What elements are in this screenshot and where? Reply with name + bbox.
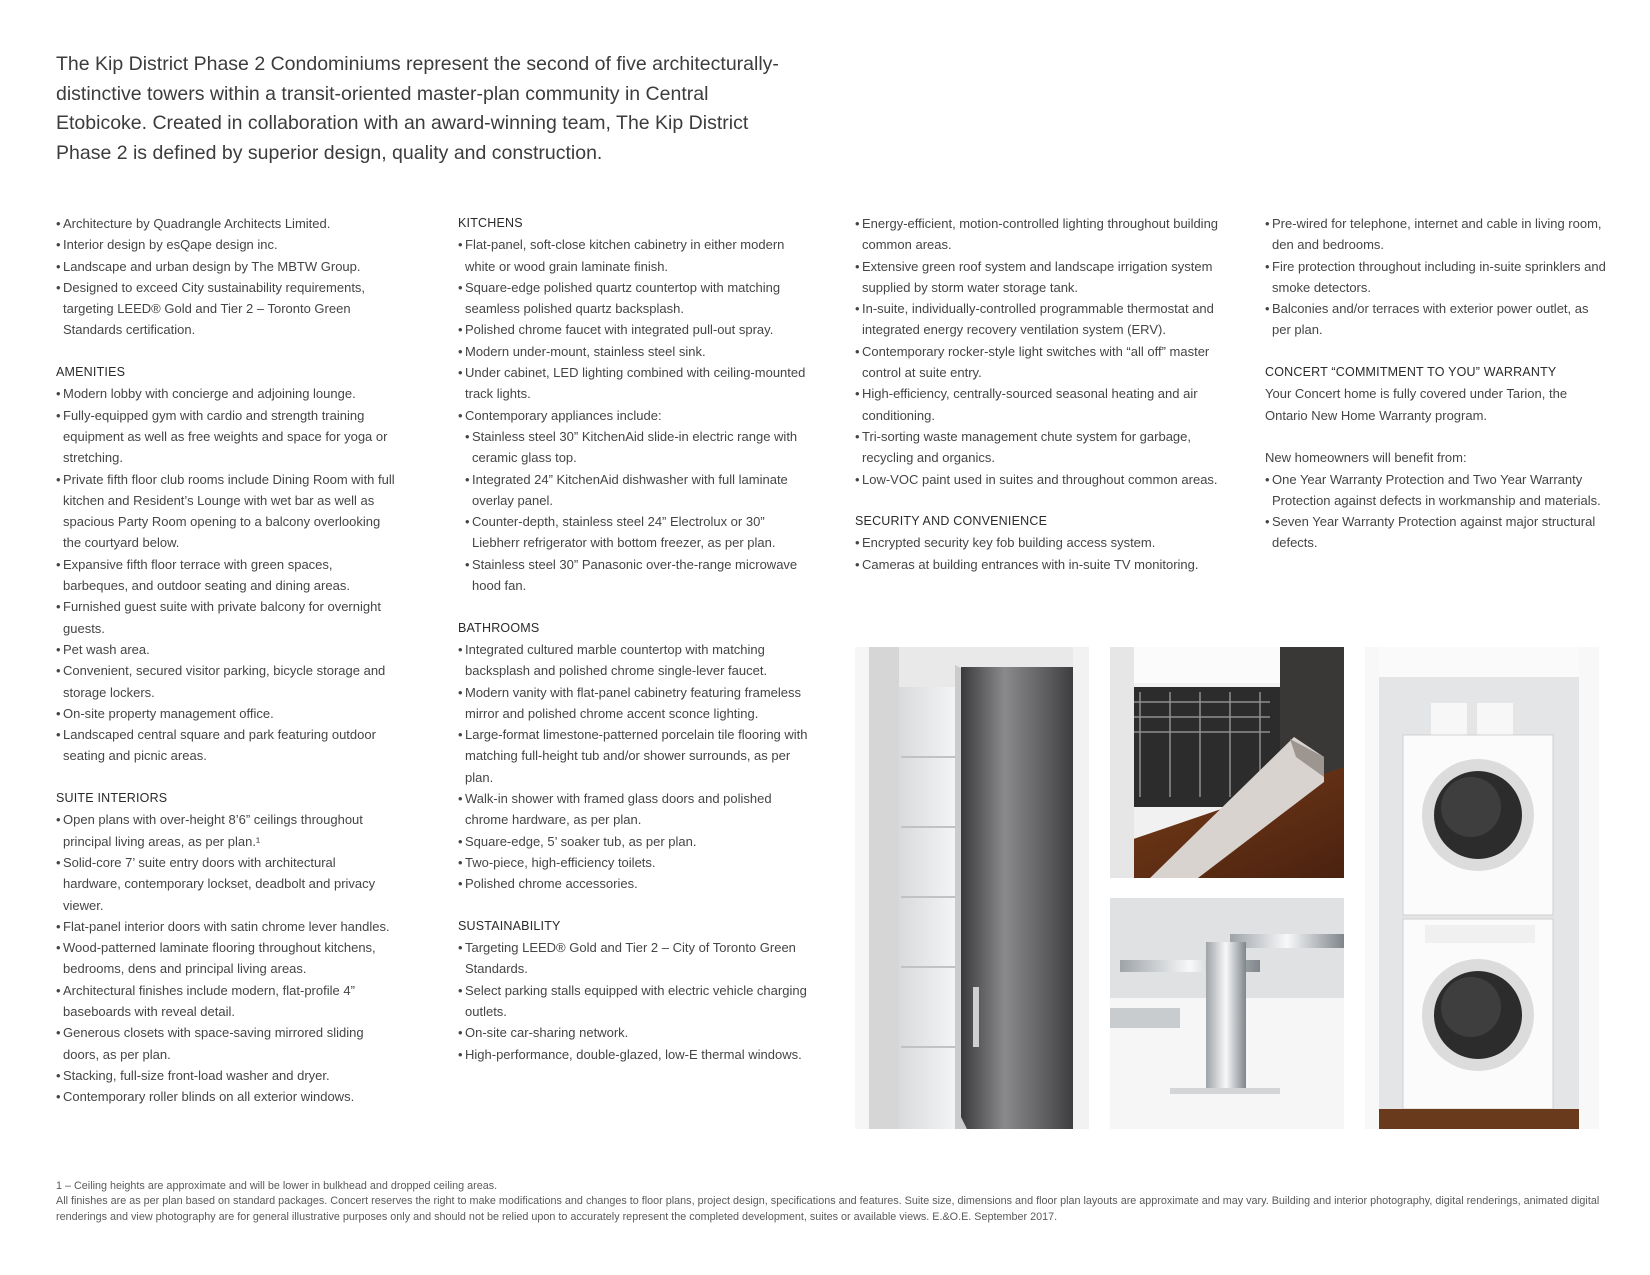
kitchens-heading: KITCHENS <box>458 216 523 230</box>
appliance-item: • Counter-depth, stainless steel 24” Electrolux or 30” Liebherr refrigerator with bottom freezer, as per plan. <box>465 511 808 554</box>
sustainability-section <box>458 916 808 1065</box>
wiring-section <box>1265 213 1610 341</box>
list-item: • Contemporary appliances include: <box>458 405 808 426</box>
suite-interiors-heading: SUITE INTERIORS <box>56 791 168 806</box>
general-list <box>56 213 396 341</box>
list-item: • On-site property management office. <box>56 703 396 724</box>
list-item: • Private fifth floor club rooms include Dining Room with full kitchen and Resident’s Lounge with wet bar as well as spacious Party Room opening to a balcony overlooking the courtyard below. <box>56 469 396 554</box>
refrigerator-photo <box>855 647 1089 1129</box>
amenities-section <box>56 362 396 767</box>
list-item: • Fire protection throughout including in-suite sprinklers and smoke detectors. <box>1265 256 1610 299</box>
list-item: • Polished chrome accessories. <box>458 873 808 894</box>
list-item: • On-site car-sharing network. <box>458 1022 808 1043</box>
warranty-benefits-section <box>1265 447 1610 553</box>
list-item: • One Year Warranty Protection and Two Year Warranty Protection against defects in workmanship and materials. <box>1265 469 1610 512</box>
faucet-photo <box>1110 898 1344 1129</box>
list-item: • Flat-panel interior doors with satin chrome lever handles. <box>56 916 396 937</box>
energy-section <box>855 213 1235 490</box>
column-4 <box>1265 213 1610 554</box>
list-item: • Designed to exceed City sustainability requirements, targeting LEED® Gold and Tier 2 – Toronto Green Standards certification. <box>56 277 396 341</box>
footnote-disclaimer: All finishes are as per plan based on standard packages. Concert reserves the right to make modifications and changes to floor plans, project design, specifications and features. Suite size, dimensions and floor plan layouts are approximate and may vary. Building and interior photography, digital renderings, animated digital renderings and view photography are for general illustrative purposes only and should not be relied upon to accurately represent the completed development, suites or available views. E.&O.E. September 2017. <box>56 1195 1600 1223</box>
amenities-list <box>56 383 396 766</box>
column-3 <box>855 213 1235 575</box>
list-item: • Pre-wired for telephone, internet and cable in living room, den and bedrooms. <box>1265 213 1610 256</box>
security-heading: SECURITY AND CONVENIENCE <box>855 514 1048 529</box>
column-1 <box>56 213 396 1107</box>
list-item: • Balconies and/or terraces with exterior power outlet, as per plan. <box>1265 298 1610 341</box>
list-item: • Extensive green roof system and landscape irrigation system supplied by storm water storage tank. <box>855 256 1235 299</box>
bathrooms-section <box>458 618 808 895</box>
wiring-list <box>1265 213 1610 341</box>
list-item: • Square-edge polished quartz countertop with matching seamless polished quartz backsplash. <box>458 277 808 320</box>
list-item: • Tri-sorting waste management chute system for garbage, recycling and organics. <box>855 426 1235 469</box>
kitchens-section <box>458 213 808 596</box>
list-item: • Large-format limestone-patterned porcelain tile flooring with matching full-height tub and/or shower surrounds, as per plan. <box>458 724 808 788</box>
list-item: • Architecture by Quadrangle Architects Limited. <box>56 213 396 234</box>
list-item: • Architectural finishes include modern, flat-profile 4” baseboards with reveal detail. <box>56 980 396 1023</box>
list-item: • Pet wash area. <box>56 639 396 660</box>
bathrooms-heading: BATHROOMS <box>458 620 540 635</box>
list-item: • Landscape and urban design by The MBTW Group. <box>56 256 396 277</box>
dishwasher-photo <box>1110 647 1344 878</box>
energy-list <box>855 213 1235 490</box>
amenities-heading: AMENITIES <box>56 365 126 380</box>
list-item: • Open plans with over-height 8’6” ceilings throughout principal living areas, as per plan.¹ <box>56 809 396 852</box>
list-item: • Cameras at building entrances with in-suite TV monitoring. <box>855 554 1235 575</box>
list-item: • Contemporary roller blinds on all exterior windows. <box>56 1086 396 1107</box>
list-item: • Polished chrome faucet with integrated pull-out spray. <box>458 319 808 340</box>
warranty-benefit-intro: New homeowners will benefit from: <box>1265 450 1467 466</box>
warranty-section <box>1265 362 1610 426</box>
list-item: • Fully-equipped gym with cardio and strength training equipment as well as free weights and space for yoga or stretching. <box>56 405 396 469</box>
list-item: • Wood-patterned laminate flooring throughout kitchens, bedrooms, dens and principal living areas. <box>56 937 396 980</box>
list-item: • Square-edge, 5’ soaker tub, as per plan. <box>458 831 808 852</box>
sustainability-heading: SUSTAINABILITY <box>458 918 561 933</box>
list-item: • Under cabinet, LED lighting combined with ceiling-mounted track lights. <box>458 362 808 405</box>
list-item: • Modern vanity with flat-panel cabinetry featuring frameless mirror and polished chrome accent sconce lighting. <box>458 682 808 725</box>
list-item: • Convenient, secured visitor parking, bicycle storage and storage lockers. <box>56 660 396 703</box>
bathrooms-list <box>458 639 808 895</box>
list-item: • Furnished guest suite with private balcony for overnight guests. <box>56 596 396 639</box>
list-item: • Contemporary rocker-style light switches with “all off” master control at suite entry. <box>855 341 1235 384</box>
list-item: • Stacking, full-size front-load washer and dryer. <box>56 1065 396 1086</box>
list-item: • Flat-panel, soft-close kitchen cabinetry in either modern white or wood grain laminate finish. <box>458 234 808 277</box>
list-item: • High-performance, double-glazed, low-E thermal windows. <box>458 1044 808 1065</box>
list-item: • Targeting LEED® Gold and Tier 2 – City of Toronto Green Standards. <box>458 937 808 980</box>
list-item: • Seven Year Warranty Protection against major structural defects. <box>1265 511 1610 554</box>
list-item: • Energy-efficient, motion-controlled lighting throughout building common areas. <box>855 213 1235 256</box>
list-item: • Walk-in shower with framed glass doors and polished chrome hardware, as per plan. <box>458 788 808 831</box>
footnote <box>56 1179 1601 1225</box>
suite-interiors-section <box>56 788 396 1107</box>
list-item: • Encrypted security key fob building access system. <box>855 532 1235 553</box>
intro-paragraph: The Kip District Phase 2 Condominiums represent the second of five architecturally-distinctive towers within a transit-oriented master-plan community in Central Etobicoke. Created in collaboration with an award-winning team, The Kip District Phase 2 is defined by superior design, quality and construction. <box>56 53 779 164</box>
appliance-item: • Stainless steel 30” KitchenAid slide-in electric range with ceramic glass top. <box>465 426 808 469</box>
list-item: • High-efficiency, centrally-sourced seasonal heating and air conditioning. <box>855 383 1235 426</box>
list-item: • Generous closets with space-saving mirrored sliding doors, as per plan. <box>56 1022 396 1065</box>
security-list <box>855 532 1235 575</box>
washer-dryer-photo <box>1365 647 1599 1129</box>
list-item: • Low-VOC paint used in suites and throughout common areas. <box>855 469 1235 490</box>
kitchens-list <box>458 234 808 596</box>
list-item: • Select parking stalls equipped with electric vehicle charging outlets. <box>458 980 808 1023</box>
warranty-intro: Your Concert home is fully covered under Tarion, the Ontario New Home Warranty program. <box>1265 386 1568 423</box>
list-item: • Expansive fifth floor terrace with green spaces, barbeques, and outdoor seating and dining areas. <box>56 554 396 597</box>
appliance-item: • Integrated 24” KitchenAid dishwasher with full laminate overlay panel. <box>465 469 808 512</box>
list-item: • Modern under-mount, stainless steel sink. <box>458 341 808 362</box>
general-section <box>56 213 396 341</box>
list-item: • Modern lobby with concierge and adjoining lounge. <box>56 383 396 404</box>
warranty-list <box>1265 469 1610 554</box>
sustainability-list <box>458 937 808 1065</box>
list-item: • Interior design by esQape design inc. <box>56 234 396 255</box>
footnote-ceiling: 1 – Ceiling heights are approximate and will be lower in bulkhead and dropped ceiling areas. <box>56 1180 498 1192</box>
list-item: • Integrated cultured marble countertop with matching backsplash and polished chrome single-lever faucet. <box>458 639 808 682</box>
list-item: • In-suite, individually-controlled programmable thermostat and integrated energy recovery ventilation system (ERV). <box>855 298 1235 341</box>
warranty-heading: CONCERT “COMMITMENT TO YOU” WARRANTY <box>1265 365 1557 380</box>
list-item: • Solid-core 7’ suite entry doors with architectural hardware, contemporary lockset, deadbolt and privacy viewer. <box>56 852 396 916</box>
appliance-item: • Stainless steel 30” Panasonic over-the-range microwave hood fan. <box>465 554 808 597</box>
security-section <box>855 511 1235 575</box>
list-item: • Landscaped central square and park featuring outdoor seating and picnic areas. <box>56 724 396 767</box>
list-item: • Two-piece, high-efficiency toilets. <box>458 852 808 873</box>
column-2 <box>458 213 808 1065</box>
suite-interiors-list <box>56 809 396 1107</box>
